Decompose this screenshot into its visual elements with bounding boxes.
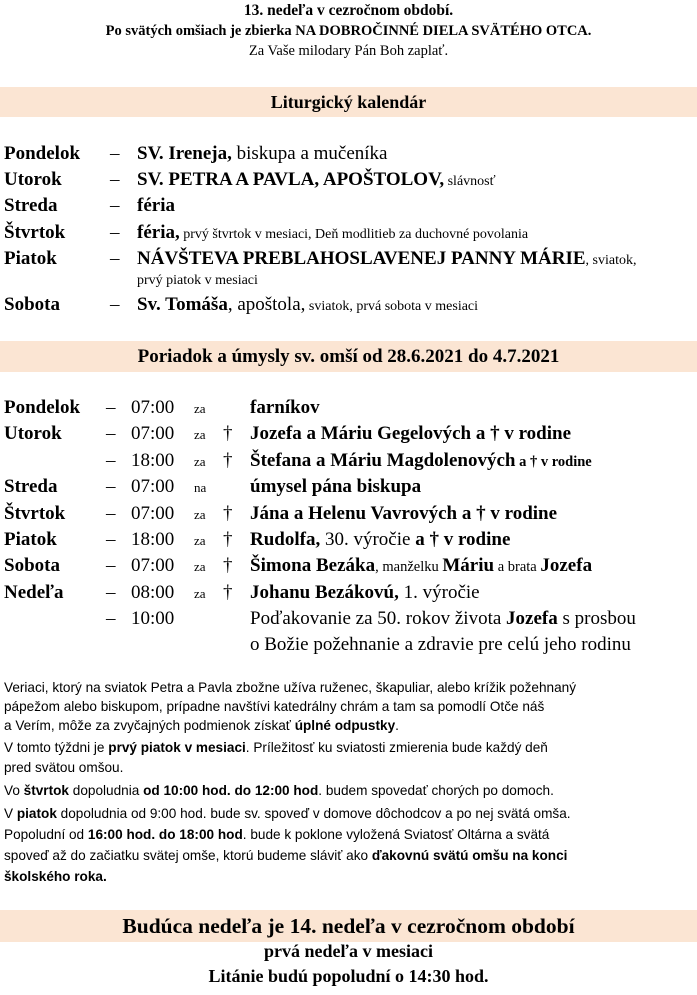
mass-day: Sobota <box>4 555 60 576</box>
mass-day: Štvrtok <box>4 503 66 524</box>
intention-part: 1. výročie <box>398 582 480 603</box>
mass-time: 10:00 <box>131 608 175 629</box>
mass-dash: – <box>106 555 116 576</box>
calendar-day: Štvrtok <box>4 222 66 243</box>
announcement-part: dopoludnia od 9:00 hod. bude sv. spoveď v domove dôchodcov a po nej svätá omša. <box>56 806 571 821</box>
announcement-part: úplné odpustky <box>294 718 396 733</box>
announcement-line <box>4 679 576 698</box>
feast-note: sviatok, prvá sobota v mesiaci <box>305 299 479 314</box>
thanks-line: Za Vaše milodary Pán Boh zaplať. <box>248 43 449 59</box>
calendar-day: Piatok <box>4 248 57 269</box>
mass-day: Utorok <box>4 423 62 444</box>
feast-rank: , apoštola, <box>227 294 306 315</box>
mass-day: Streda <box>4 476 58 497</box>
intention-part: úmysel pána biskupa <box>250 476 422 497</box>
intention-part: Poďakovanie za 50. rokov života <box>250 608 507 629</box>
mass-preposition: za <box>194 507 206 522</box>
feast-name: NÁVŠTEVA PREBLAHOSLAVENEJ PANNY MÁRIE <box>137 248 586 269</box>
mass-day: Nedeľa <box>4 582 64 603</box>
next-sunday-note: prvá nedeľa v mesiaci <box>264 941 433 961</box>
mass-intention <box>250 503 557 525</box>
intention-part: a † <box>515 454 541 470</box>
mass-preposition: za <box>194 586 206 601</box>
mass-intention <box>250 450 592 472</box>
feast-rank: biskupa a mučeníka <box>231 143 388 164</box>
calendar-heading: Liturgický kalendár <box>0 87 697 117</box>
announcement-part: 16:00 hod. do 18:00 hod <box>87 827 243 842</box>
feast-name: SV. PETRA A PAVLA, APOŠTOLOV, <box>137 169 445 190</box>
intention-part: farníkov <box>250 397 320 418</box>
cross-icon: † <box>223 582 233 603</box>
mass-time: 07:00 <box>131 503 175 524</box>
cross-icon: † <box>223 450 233 471</box>
intention-part: Jozefa <box>506 608 558 629</box>
intention-part: Jozefa a Máriu Gegelových a † v rodine <box>250 423 572 444</box>
cross-icon: † <box>223 555 233 576</box>
announcement-line <box>4 847 567 866</box>
feast-note: prvý štvrtok v mesiaci, Deň modlitieb za duchovné povolania <box>179 227 529 242</box>
mass-dash: – <box>106 582 116 603</box>
announcement-part: od 10:00 hod. do 12:00 hod <box>143 783 319 798</box>
announcement-part: V tomto týždni je <box>4 740 109 755</box>
calendar-entry <box>137 195 175 217</box>
announcement-line <box>4 739 548 758</box>
mass-dash: – <box>106 397 116 418</box>
calendar-day: Sobota <box>4 294 60 315</box>
announcement-part: . budem spovedať chorých po domoch. <box>318 783 554 798</box>
mass-preposition: na <box>194 480 207 495</box>
calendar-day: Pondelok <box>4 143 81 164</box>
feast-name: féria, <box>137 222 180 243</box>
mass-dash: – <box>106 608 116 629</box>
announcement-part: pápežom alebo biskupom, prípadne navštívi katedrálny chrám a tam sa pomodlí Otče náš <box>4 699 545 714</box>
announcement-line <box>4 868 107 887</box>
mass-time: 07:00 <box>131 555 175 576</box>
calendar-dash: – <box>110 222 120 243</box>
announcement-line <box>4 698 544 717</box>
announcement-part: . Príležitosť ku sviatosti zmierenia bude každý deň <box>245 740 548 755</box>
feast-note: , sviatok, <box>585 253 637 268</box>
calendar-dash: – <box>110 169 120 190</box>
intention-part: Jána a Helenu Vavrových a † v rodine <box>250 503 558 524</box>
intention-part: Rudolfa, <box>250 529 321 550</box>
mass-time: 08:00 <box>131 582 175 603</box>
mass-preposition: za <box>194 427 206 442</box>
intention-part: v rodine <box>540 454 592 470</box>
announcement-line <box>4 717 399 736</box>
mass-intention <box>250 397 320 419</box>
calendar-entry <box>137 169 496 191</box>
calendar-entry <box>137 143 388 165</box>
intention-part: , manželku <box>375 559 443 575</box>
announcement-part: Popoludní od <box>4 827 88 842</box>
announcement-part: prvý piatok v mesiaci <box>108 740 246 755</box>
announcement-part: školského roka. <box>4 869 107 884</box>
feast-note: slávnosť <box>444 174 496 189</box>
cross-icon: † <box>223 423 233 444</box>
mass-intention <box>250 423 571 445</box>
mass-time: 07:00 <box>131 423 175 444</box>
mass-dash: – <box>106 529 116 550</box>
mass-time: 18:00 <box>131 450 175 471</box>
cross-icon: † <box>223 503 233 524</box>
bulletin-title: 13. nedeľa v cezročnom období. <box>243 2 454 19</box>
mass-intention <box>250 582 480 604</box>
mass-intention <box>250 608 636 630</box>
intention-part: Jozefa <box>540 555 593 576</box>
feast-name: Sv. Tomáša <box>137 294 228 315</box>
mass-dash: – <box>106 503 116 524</box>
mass-time: 07:00 <box>131 397 175 418</box>
collection-notice: Po svätých omšiach je zbierka NA DOBROČINNÉ DIELA SVÄTÉHO OTCA. <box>105 23 592 39</box>
feast-note-cont: prvý piatok v mesiaci <box>137 273 258 288</box>
intention-part: Šimona Bezáka <box>250 555 376 576</box>
intention-part: a brata <box>494 559 541 575</box>
mass-intention <box>250 476 421 498</box>
calendar-dash: – <box>110 294 120 315</box>
mass-schedule-heading: Poriadok a úmysly sv. omší od 28.6.2021 do 4.7.2021 <box>0 341 697 372</box>
mass-intention-cont <box>250 634 631 656</box>
announcement-part: štvrtok <box>23 783 69 798</box>
mass-time: 18:00 <box>131 529 175 550</box>
mass-day: Pondelok <box>4 397 81 418</box>
intention-part: Máriu <box>442 555 495 576</box>
calendar-day: Streda <box>4 195 58 216</box>
calendar-entry <box>137 222 528 244</box>
mass-preposition: za <box>194 454 206 469</box>
announcement-line <box>4 805 571 824</box>
announcement-line <box>4 782 554 801</box>
mass-preposition: za <box>194 533 206 548</box>
litany-note: Litánie budú popoludní o 14:30 hod. <box>208 966 489 986</box>
announcement-line <box>4 759 123 778</box>
announcement-part: . bude k poklone vyložená Sviatosť Oltárna a svätá <box>242 827 550 842</box>
announcement-part: Vo <box>4 783 24 798</box>
intention-part: Johanu Bezákovú, <box>250 582 399 603</box>
mass-day: Piatok <box>4 529 57 550</box>
announcement-part: a Verím, môže za zvyčajných podmienok získať <box>4 718 295 733</box>
calendar-dash: – <box>110 143 120 164</box>
announcement-part: dopoludnia <box>68 783 144 798</box>
mass-preposition: za <box>194 559 206 574</box>
feast-name: féria <box>137 195 175 216</box>
announcement-part: . <box>395 718 399 733</box>
mass-intention <box>250 555 592 577</box>
feast-name: SV. Ireneja, <box>137 143 232 164</box>
intention-part: a † v rodine <box>415 529 511 550</box>
cross-icon: † <box>223 529 233 550</box>
mass-dash: – <box>106 450 116 471</box>
calendar-entry <box>137 294 478 316</box>
intention-part: s prosbou <box>557 608 636 629</box>
announcement-part: V <box>4 806 17 821</box>
calendar-dash: – <box>110 248 120 269</box>
announcement-part: pred svätou omšou. <box>4 760 124 775</box>
calendar-day: Utorok <box>4 169 62 190</box>
mass-time: 07:00 <box>131 476 175 497</box>
mass-preposition: za <box>194 401 206 416</box>
intention-part: 30. výročie <box>320 529 416 550</box>
mass-dash: – <box>106 423 116 444</box>
announcement-part: piatok <box>16 806 57 821</box>
mass-dash: – <box>106 476 116 497</box>
intention-part: Štefana a Máriu Magdolenových <box>250 450 516 471</box>
announcement-part: ďakovnú svätú omšu na konci <box>371 848 568 863</box>
calendar-dash: – <box>110 195 120 216</box>
intention-part: o Božie požehnanie a zdravie pre celú jeho rodinu <box>250 634 631 655</box>
calendar-entry <box>137 248 636 270</box>
announcement-part: spoveď až do začiatku svätej omše, ktorú budeme sláviť ako <box>4 848 372 863</box>
next-sunday-heading: Budúca nedeľa je 14. nedeľa v cezročnom období <box>0 910 697 942</box>
mass-intention <box>250 529 510 551</box>
announcement-line <box>4 826 549 845</box>
announcement-part: Veriaci, ktorý na sviatok Petra a Pavla zbožne užíva ruženec, škapuliar, alebo krížik požehnaný <box>4 680 576 695</box>
